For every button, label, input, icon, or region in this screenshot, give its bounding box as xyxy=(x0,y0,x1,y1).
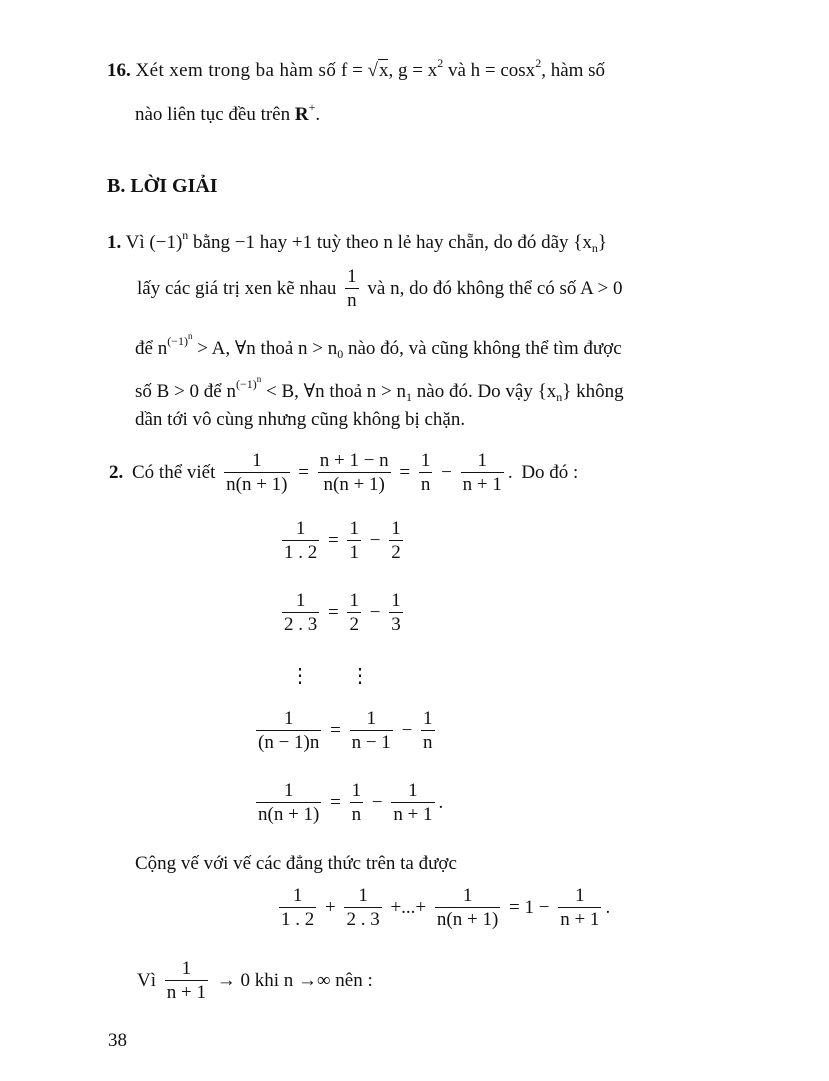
solution-number: 2. xyxy=(109,461,124,483)
solution-1-line-5: dần tới vô cùng nhưng cũng không bị chặn. xyxy=(135,409,466,430)
function-h: h = cosx$^2$ xyxy=(470,56,542,81)
limit-line: Vì $\frac{1}{n + 1}$ → 0 khi n →∞ nên : xyxy=(137,958,373,1003)
function-g: $g = x^2$ xyxy=(397,56,444,81)
sum-sentence: Cộng vế với vế các đẳng thức trên ta được xyxy=(135,853,457,874)
equation-1: $\frac{1}{1 . 2}$ = $\frac{1}{1}$ − $\frac{1}{2}$ xyxy=(284,518,401,563)
solution-1-line-2: lấy các giá trị xen kẽ nhau $\frac{1}{n}$ và n, do đó không thể có số A > 0 xyxy=(137,266,623,311)
solution-1-line-4: số B > 0 để $n^{(-1)n} < B$, ∀n thoả $n > n_1$ nào đó. Do vậy $\{x_n\}$ không xyxy=(135,374,624,404)
equation-4: $\frac{1}{n(n + 1)}$ = $\frac{1}{n}$ − $\frac{1}{n + 1}$ . xyxy=(258,780,444,825)
fraction: $\frac{1}{n}$ xyxy=(347,266,357,311)
section-heading: B. LỜI GIẢI xyxy=(107,175,218,197)
problem-text: Xét xem trong ba hàm số xyxy=(135,60,337,81)
problem-16-line-2: nào liên tục đều trên R+. xyxy=(135,100,321,125)
sqrt-symbol: √ xyxy=(367,60,378,81)
equation-2: $\frac{1}{2 . 3}$ = $\frac{1}{2}$ − $\frac{1}{3}$ xyxy=(284,590,401,635)
solution-1-line-1: 1. Vì $(-1)^n$ bằng −1 hay +1 tuỳ theo n lẻ hay chẵn, do đó dãy $\{x_n\}$ xyxy=(107,228,608,255)
solution-1-line-3: để $n^{(-1)n} > A$, ∀n thoả $n > n_0$ nào đó, và cũng không thể tìm được xyxy=(135,331,622,361)
vertical-dots-left: ⋮ xyxy=(290,665,310,687)
solution-number: 1. xyxy=(107,232,122,253)
page-number: 38 xyxy=(108,1030,127,1051)
solution-2-line-1: 2. Có thể viết $\frac{1}{n(n + 1)}$ = $\frac{n + 1 - n}{n(n + 1)}$ = $\frac{1}{n}$ − $\frac{1}{n + 1}$ . Do đó : xyxy=(109,450,579,495)
problem-16-line-1: 16. Xét xem trong ba hàm số f = √x, $g = x^2$ và h = cosx$^2$, hàm số xyxy=(107,56,606,81)
sum-equation: $\frac{1}{1 . 2}$ + $\frac{1}{2 . 3}$ +...+ $\frac{1}{n(n + 1)}$ = 1 − $\frac{1}{n + 1}$ . xyxy=(281,885,611,930)
equation-3: $\frac{1}{(n - 1)n}$ = $\frac{1}{n - 1}$ − $\frac{1}{n}$ xyxy=(258,708,433,753)
vertical-dots-right: ⋮ xyxy=(350,665,370,687)
problem-number: 16. xyxy=(107,60,131,81)
function-f: f = √x xyxy=(341,60,389,81)
